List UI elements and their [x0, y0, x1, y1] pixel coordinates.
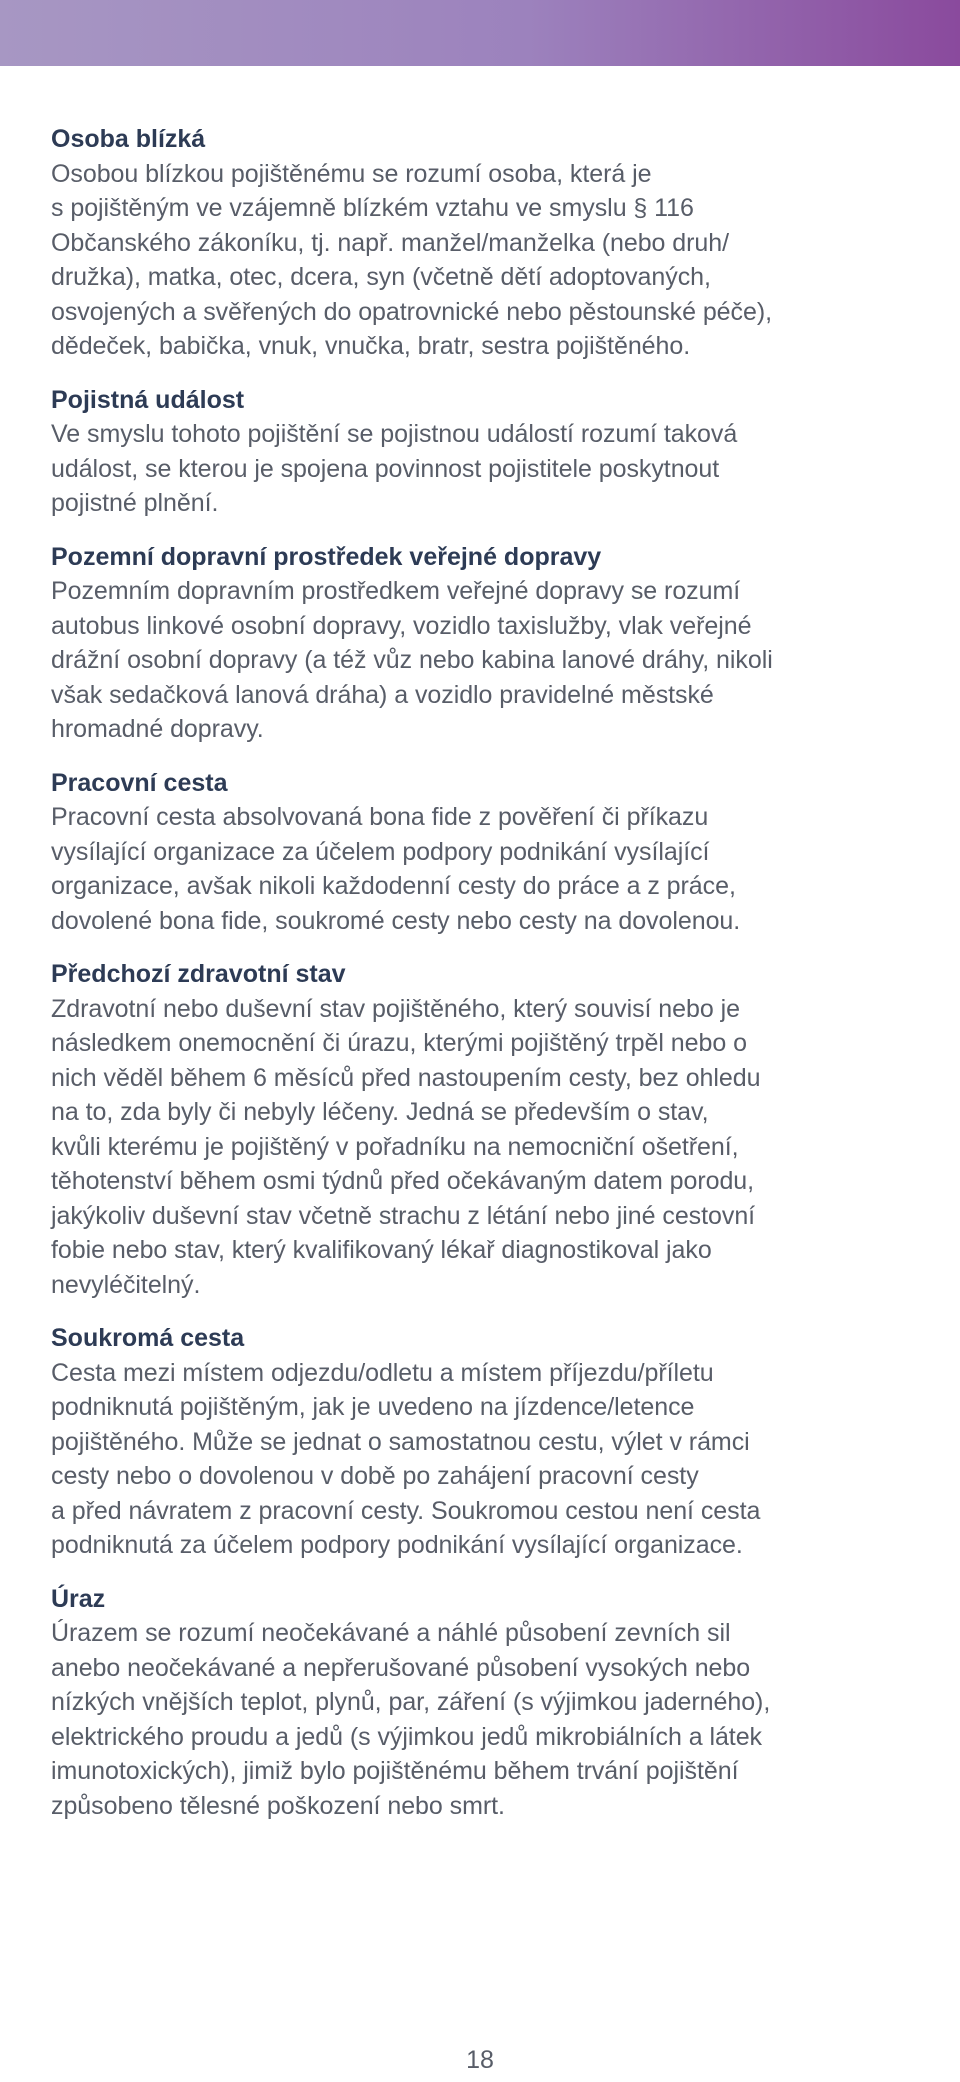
term-heading: Pozemní dopravní prostředek veřejné dopravy [51, 542, 602, 571]
term-heading: Soukromá cesta [51, 1324, 245, 1352]
glossary-entry-pracovni-cesta [51, 766, 931, 939]
term-heading: Pojistná událost [51, 385, 245, 414]
term-heading: Úraz [51, 1584, 106, 1613]
glossary-entry-uraz [51, 1582, 931, 1824]
header-color-band [0, 0, 960, 66]
term-definition: Osobou blízkou pojištěnému se rozumí osoba, která je s pojištěným ve vzájemně blízkém vztahu ve smyslu § 116 Občanského zákoníku, tj. např. manžel/manželka (nebo druh/ družka), matka, otec, dcera, syn (včetně dětí adoptovaných, osvojených a svěřených do opatrovnické nebo pěstounské péče), dědeček, babička, vnuk, vnučka, bratr, sestra pojištěného. [51, 159, 773, 360]
term-heading: Předchozí zdravotní stav [51, 960, 346, 988]
term-definition: Cesta mezi místem odjezdu/odletu a místem příjezdu/příletu podniknutá pojištěným, jak je uvedeno na jízdence/letence pojištěného. Může se jednat o samostatnou cestu, výlet v rámci cesty nebo o dovolenou v době po zahájení pracovní cesty a před návratem z pracovní cesty. Soukromou cestou není cesta podniknutá za účelem podpory podnikání vysílající organizace. [51, 1358, 761, 1559]
glossary-entry-osoba-blizka [51, 122, 931, 364]
term-definition: Úrazem se rozumí neočekávané a náhlé působení zevních sil anebo neočekávané a nepřerušované působení vysokých nebo nízkých vnějších teplot, plynů, par, záření (s výjimkou jaderného), elektrického proudu a jedů (s výjimkou jedů mikrobiálních a látek imunotoxických), jimiž bylo pojištěnému během trvání pojištění způsobeno tělesné poškození nebo smrt. [51, 1619, 771, 1820]
glossary-content [51, 122, 931, 1842]
page-number: 18 [466, 2046, 494, 2074]
term-heading: Pracovní cesta [51, 768, 228, 797]
term-heading: Osoba blízká [51, 125, 206, 153]
term-definition: Pracovní cesta absolvovaná bona fide z pověření či příkazu vysílající organizace za účelem podpory podnikání vysílající organizace, avšak nikoli každodenní cesty do práce a z práce, dovolené bona fide, soukromé cesty nebo cesty na dovolenou. [51, 803, 741, 935]
term-definition: Ve smyslu tohoto pojištění se pojistnou událostí rozumí taková událost, se kterou je spojena povinnost pojistitele poskytnout pojistné plnění. [51, 420, 738, 517]
glossary-entry-pojistna-udalost [51, 383, 931, 521]
term-definition: Zdravotní nebo duševní stav pojištěného, který souvisí nebo je následkem onemocnění či úrazu, kterými pojištěný trpěl nebo o nich věděl během 6 měsíců před nastoupením cesty, bez ohledu na to, zda byly či nebyly léčeny. Jedná se především o stav, kvůli kterému je pojištěný v pořadníku na nemocniční ošetření, těhotenství během osmi týdnů před očekávaným datem porodu, jakýkoliv duševní stav včetně strachu z létání nebo jiné cestovní fobie nebo stav, který kvalifikovaný lékař diagnostikoval jako nevyléčitelný. [51, 994, 761, 1299]
glossary-entry-predchozi-zdravotni-stav [51, 957, 931, 1302]
glossary-entry-pozemni-dopravni-prostredek [51, 540, 931, 747]
term-definition: Pozemním dopravním prostředkem veřejné dopravy se rozumí autobus linkové osobní dopravy, vozidlo taxislužby, vlak veřejné drážní osobní dopravy (a též vůz nebo kabina lanové dráhy, nikoli však sedačková lanová dráha) a vozidlo pravidelné městské hromadné dopravy. [51, 577, 773, 743]
glossary-entry-soukroma-cesta [51, 1321, 931, 1563]
